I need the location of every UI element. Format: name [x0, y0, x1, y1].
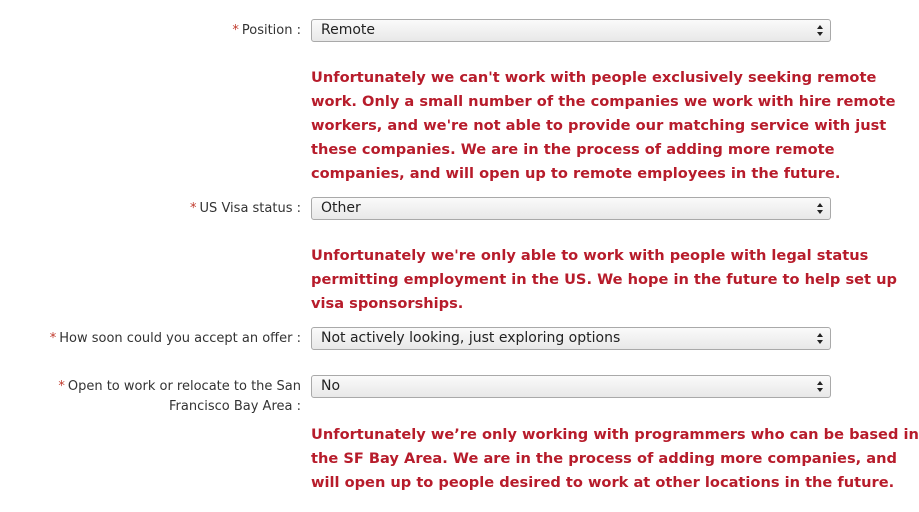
availability-select[interactable] — [311, 327, 831, 350]
required-asterisk: * — [49, 331, 57, 346]
up-down-chevron-icon — [816, 198, 824, 219]
error-line: Unfortunately we’re only working with programmers who can be based in — [311, 426, 919, 443]
error-line: these companies. We are in the process of adding more remote — [311, 141, 835, 158]
error-line: the SF Bay Area. We are in the process of adding more companies, and — [311, 450, 897, 467]
error-line: workers, and we're not able to provide our matching service with just — [311, 117, 887, 134]
visa-select-value: Other — [321, 200, 361, 216]
position-select[interactable] — [311, 19, 831, 42]
position-select-value: Remote — [321, 22, 376, 38]
availability-select-value: Not actively looking, just exploring options — [321, 330, 621, 346]
visa-error-message — [311, 244, 897, 316]
visa-label-text: US Visa status : — [199, 201, 301, 216]
required-asterisk: * — [190, 201, 197, 216]
error-line: permitting employment in the US. We hope in the future to help set up — [311, 271, 897, 288]
relocate-label — [58, 377, 301, 417]
availability-label-text: How soon could you accept an offer : — [59, 331, 301, 346]
relocate-label-line1: Open to work or relocate to the San — [67, 379, 301, 394]
relocate-select[interactable] — [311, 375, 831, 398]
required-asterisk: * — [58, 379, 65, 394]
visa-select[interactable] — [311, 197, 831, 220]
required-asterisk: * — [232, 23, 239, 38]
error-line: Unfortunately we're only able to work with people with legal status — [311, 247, 869, 264]
availability-label — [50, 329, 301, 349]
relocate-select-value: No — [321, 378, 341, 394]
error-line: will open up to people desired to work at other locations in the future. — [311, 474, 895, 491]
error-line: work. Only a small number of the companies we work with hire remote — [311, 93, 896, 110]
relocate-error-message — [311, 423, 919, 495]
relocate-label-line2: Francisco Bay Area : — [169, 399, 301, 414]
up-down-chevron-icon — [816, 20, 824, 41]
up-down-chevron-icon — [816, 328, 824, 349]
position-error-message — [311, 66, 896, 186]
position-label — [232, 21, 301, 41]
up-down-chevron-icon — [816, 376, 824, 397]
error-line: visa sponsorships. — [311, 295, 464, 312]
position-label-text: Position : — [241, 23, 301, 38]
error-line: Unfortunately we can't work with people exclusively seeking remote — [311, 69, 877, 86]
error-line: companies, and will open up to remote employees in the future. — [311, 165, 841, 182]
visa-label — [190, 199, 301, 219]
